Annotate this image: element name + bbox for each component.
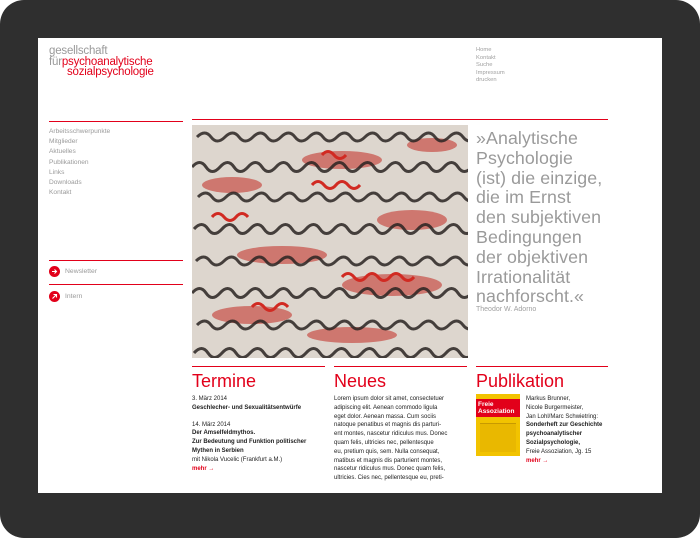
event-title[interactable]: Geschlecher- und Sexualitätsentwürfe xyxy=(192,404,302,411)
quote-line: der objektiven xyxy=(476,246,589,267)
neues-line: natoque penatibus et magnis dis parturi- xyxy=(334,422,442,429)
logo-line-1: gesellschaft xyxy=(49,45,108,57)
neues-line: matibus et magnis dis parturient montes, xyxy=(334,457,443,464)
neues-text xyxy=(334,395,469,483)
termine-heading[interactable]: Termine xyxy=(192,371,257,391)
quote-author: Theodor W. Adorno xyxy=(476,306,537,313)
hero-manuscript-image xyxy=(192,125,468,358)
side-nav xyxy=(49,127,110,198)
quote-line: nachforscht.« xyxy=(476,286,585,307)
cover-title-line: Assoziation xyxy=(478,408,515,415)
side-nav-mitglieder[interactable]: Mitglieder xyxy=(49,138,78,146)
pub-source: Freie Assoziation, Jg. 15 xyxy=(526,448,592,455)
pub-authors: Markus Brunner, xyxy=(526,396,571,402)
top-nav-suche[interactable]: Suche xyxy=(476,62,493,69)
quote-line: die im Ernst xyxy=(476,187,572,208)
termine-divider xyxy=(192,366,325,367)
side-nav-aktuelles[interactable]: Aktuelles xyxy=(49,148,76,156)
side-nav-links[interactable]: Links xyxy=(49,168,65,176)
quote-line: (ist) die einzige, xyxy=(476,167,603,188)
arrow-up-right-icon xyxy=(49,291,60,302)
quote-line: den subjektiven xyxy=(476,207,602,228)
event-speaker: mit Nikola Vucelic (Frankfurt a.M.) xyxy=(192,456,283,463)
pub-title[interactable]: psychoanalytischer xyxy=(526,431,583,438)
pub-authors: Jan Lohl/Marc Schwietring: xyxy=(526,413,599,420)
side-divider-newsletter xyxy=(49,260,183,261)
neues-line: eget dolor. Aenean massa. Cum sociis xyxy=(334,413,437,420)
newsletter-label: Newsletter xyxy=(65,267,98,275)
neues-line: nascetur ridiculus mus. Donec quam felis, xyxy=(334,466,446,473)
event-title[interactable]: Mythen in Serbien xyxy=(192,447,244,454)
event-title[interactable]: Zur Bedeutung und Funktion politischer xyxy=(192,439,307,446)
publikation-more-link[interactable]: mehr → xyxy=(526,457,549,464)
top-nav-home[interactable]: Home xyxy=(476,47,492,53)
publikation-divider xyxy=(476,366,608,367)
site-logo[interactable] xyxy=(49,46,154,78)
logo-line-2-gray: für xyxy=(49,55,62,68)
neues-line: Lorem ipsum dolor sit amet, consectetuer xyxy=(334,396,445,402)
quote-line: Irrationalität xyxy=(476,266,571,287)
top-nav-drucken[interactable]: drucken xyxy=(476,77,497,84)
neues-line: ent montes, nascetur ridiculus mus. Donec xyxy=(334,431,448,438)
side-nav-arbeitsschwerpunkte[interactable]: Arbeitsschwerpunkte xyxy=(49,128,111,135)
neues-line: quam felis, ultricies nec, pellentesque xyxy=(334,439,434,446)
adorno-quote xyxy=(476,129,602,307)
event-date: 14. März 2014 xyxy=(192,421,231,428)
publikation-heading[interactable]: Publikation xyxy=(476,371,565,391)
side-nav-kontakt[interactable]: Kontakt xyxy=(49,189,72,197)
arrow-right-icon xyxy=(49,266,60,277)
side-divider-intern xyxy=(49,284,183,285)
logo-line-3: sozialpsychologie xyxy=(67,66,154,78)
intern-button[interactable] xyxy=(49,289,82,303)
quote-line: »Analytische xyxy=(476,128,579,148)
side-nav-downloads[interactable]: Downloads xyxy=(49,179,82,187)
top-nav xyxy=(476,47,505,85)
event-title[interactable]: Der Amselfeldmythos. xyxy=(192,430,256,437)
top-nav-impressum[interactable]: Impressum xyxy=(476,69,505,76)
newsletter-button[interactable] xyxy=(49,264,97,278)
quote-line: Bedingungen xyxy=(476,226,582,247)
publikation-text xyxy=(526,395,616,465)
top-nav-kontakt[interactable]: Kontakt xyxy=(476,54,496,61)
neues-divider xyxy=(334,366,467,367)
termine-more-link[interactable]: mehr → xyxy=(192,465,215,472)
termine-list xyxy=(192,395,327,473)
website-screen xyxy=(38,38,662,493)
main-divider-top xyxy=(192,119,608,120)
cover-artwork xyxy=(480,423,516,452)
cover-title-block xyxy=(476,399,520,417)
pub-title[interactable]: Sozialpsychologie, xyxy=(526,439,581,446)
neues-line: ultricies. Cies nec, pellentesque eu, preti- xyxy=(334,475,444,482)
pub-title[interactable]: Sonderheft zur Geschichte xyxy=(526,422,603,429)
side-nav-publikationen[interactable]: Publikationen xyxy=(49,158,89,166)
intern-label: Intern xyxy=(65,292,83,300)
neues-heading[interactable]: Neues xyxy=(334,371,387,391)
publication-cover[interactable] xyxy=(476,394,520,456)
neues-line: eu, pretium quis, sem. Nulla consequat, xyxy=(334,448,440,455)
cover-title-line: Freie xyxy=(478,401,494,408)
side-divider-top xyxy=(49,121,183,122)
neues-line: adipiscing elit. Aenean commodo ligula xyxy=(334,404,438,411)
event-date: 3. März 2014 xyxy=(192,396,228,402)
quote-line: Psychologie xyxy=(476,147,573,168)
pub-authors: Nicole Burgermeister, xyxy=(526,404,584,411)
logo-line-2-red: psychoanalytische xyxy=(61,55,153,68)
